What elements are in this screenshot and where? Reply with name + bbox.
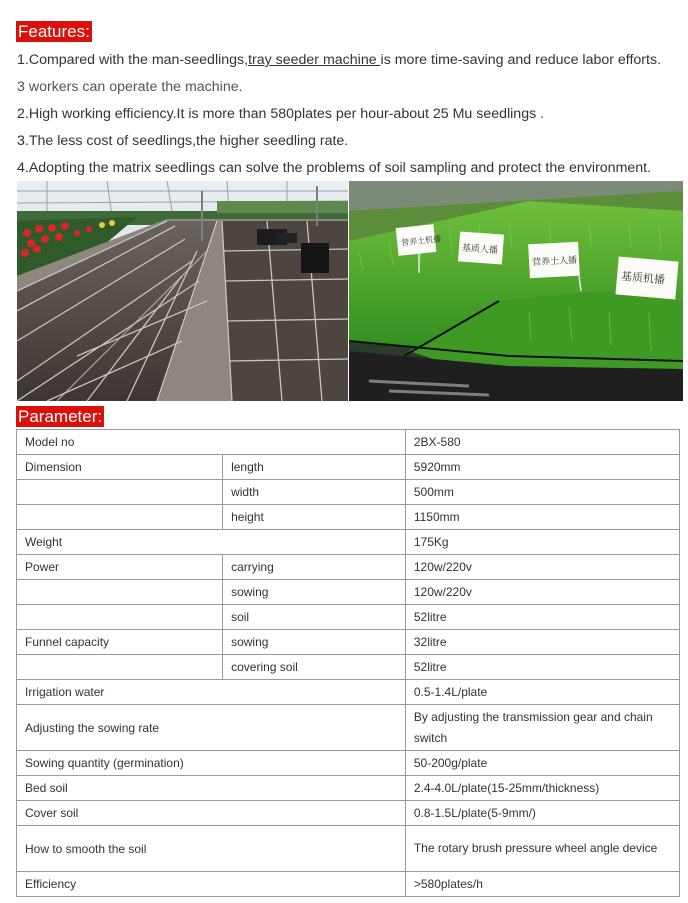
param-label: How to smooth the soil	[17, 826, 406, 872]
feature-line-2: 3 workers can operate the machine.	[17, 79, 243, 95]
param-label: Dimension	[17, 455, 223, 480]
parameter-heading: Parameter:	[18, 407, 103, 426]
param-value: 2.4-4.0L/plate(15-25mm/thickness)	[405, 776, 679, 801]
param-label: Adjusting the sowing rate	[17, 705, 406, 751]
table-row	[17, 826, 680, 872]
param-label: Model no	[17, 430, 406, 455]
feature-line-4: 3.The less cost of seedlings,the higher seedling rate.	[17, 133, 349, 149]
param-label	[17, 605, 223, 630]
table-row	[17, 505, 680, 530]
param-value: 120w/220v	[405, 580, 679, 605]
param-value: 5920mm	[405, 455, 679, 480]
param-label: Sowing quantity (germination)	[17, 751, 406, 776]
rice-seedlings-photo	[349, 181, 683, 401]
features-heading: Features:	[18, 22, 90, 41]
tray-seeder-link[interactable]: tray seeder machine	[248, 52, 381, 68]
param-value: >580plates/h	[405, 872, 679, 897]
param-value: 32litre	[405, 630, 679, 655]
param-value: 500mm	[405, 480, 679, 505]
param-label	[17, 655, 223, 680]
param-value: By adjusting the transmission gear and chain switch	[405, 705, 679, 751]
param-value: 175Kg	[405, 530, 679, 555]
feature-line-1	[17, 52, 661, 68]
table-row	[17, 872, 680, 897]
table-row	[17, 430, 680, 455]
param-value: 52litre	[405, 605, 679, 630]
table-row	[17, 801, 680, 826]
table-row	[17, 751, 680, 776]
sign-1: 营养土机播	[400, 234, 442, 248]
sign-3: 营养土人播	[531, 255, 578, 269]
param-label	[17, 580, 223, 605]
param-label	[17, 480, 223, 505]
table-row	[17, 555, 680, 580]
param-label: Efficiency	[17, 872, 406, 897]
feature-line-1-text: 1.Compared with the man-seedlings,	[17, 52, 249, 68]
table-row	[17, 580, 680, 605]
param-sublabel: height	[223, 505, 406, 530]
param-label: Cover soil	[17, 801, 406, 826]
table-row	[17, 655, 680, 680]
table-row	[17, 630, 680, 655]
param-sublabel: length	[223, 455, 406, 480]
param-label: Irrigation water	[17, 680, 406, 705]
param-sublabel: sowing	[223, 630, 406, 655]
feature-line-1-tail: is more time-saving and reduce labor efforts.	[380, 52, 662, 68]
table-row	[17, 480, 680, 505]
param-label	[17, 505, 223, 530]
table-row	[17, 605, 680, 630]
param-sublabel: sowing	[223, 580, 406, 605]
table-row	[17, 776, 680, 801]
param-value: 1150mm	[405, 505, 679, 530]
param-label: Weight	[17, 530, 406, 555]
table-row	[17, 530, 680, 555]
table-row	[17, 455, 680, 480]
feature-line-5: 4.Adopting the matrix seedlings can solve the problems of soil sampling and protect the environment.	[17, 160, 652, 176]
param-sublabel: width	[223, 480, 406, 505]
param-label: Funnel capacity	[17, 630, 223, 655]
table-row	[17, 680, 680, 705]
param-value: The rotary brush pressure wheel angle device	[405, 826, 679, 872]
sign-2: 基质人播	[461, 243, 499, 257]
param-sublabel: covering soil	[223, 655, 406, 680]
param-label: Bed soil	[17, 776, 406, 801]
param-label: Power	[17, 555, 223, 580]
param-value: 2BX-580	[405, 430, 679, 455]
param-value: 0.5-1.4L/plate	[405, 680, 679, 705]
param-sublabel: soil	[223, 605, 406, 630]
parameter-table	[16, 429, 680, 897]
param-value: 50-200g/plate	[405, 751, 679, 776]
param-value: 0.8-1.5L/plate(5-9mm/)	[405, 801, 679, 826]
param-value: 52litre	[405, 655, 679, 680]
feature-line-3: 2.High working efficiency.It is more than 580plates per hour-about 25 Mu seedlings .	[17, 106, 545, 122]
greenhouse-trays-photo	[17, 181, 348, 401]
param-value: 120w/220v	[405, 555, 679, 580]
param-sublabel: carrying	[223, 555, 406, 580]
sign-4: 基质机播	[620, 269, 666, 287]
table-row	[17, 705, 680, 751]
